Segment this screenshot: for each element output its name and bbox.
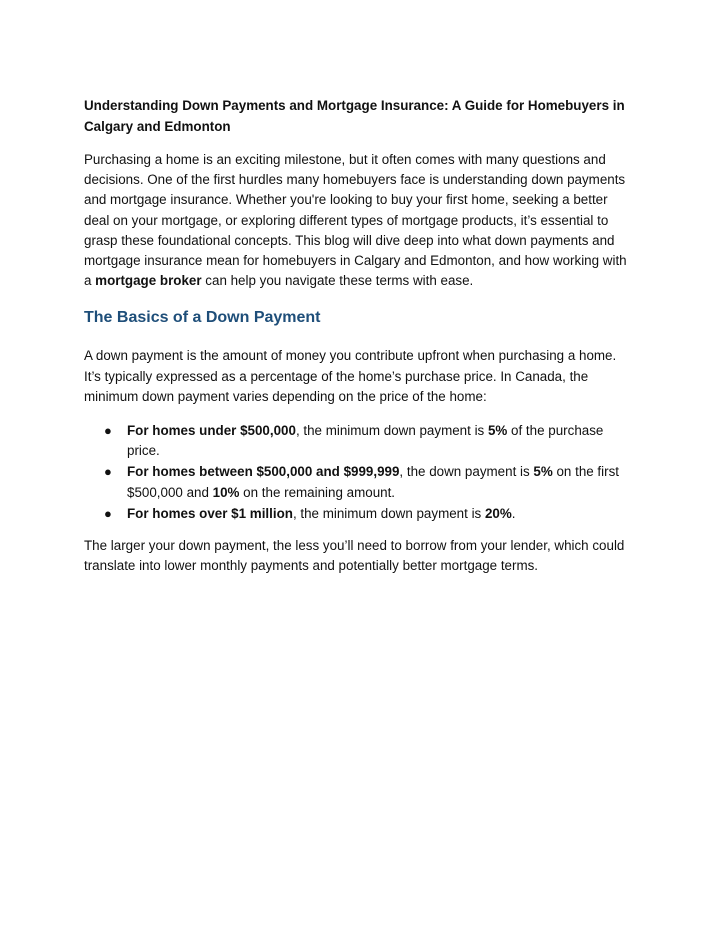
tier-text: , the minimum down payment is: [295, 423, 488, 439]
intro-text-end: can help you navigate these terms with ease.: [201, 273, 474, 289]
tier-label: For homes between $500,000 and $999,999: [127, 464, 400, 480]
tier-percentage: 5%: [533, 464, 553, 480]
tier-500k-to-999k: [84, 462, 636, 502]
tier-text: on the remaining amount.: [239, 484, 396, 500]
tier-label: For homes under $500,000: [127, 423, 296, 439]
bullet-icon: ●: [104, 464, 112, 480]
tier-text: on the first $500,000 and: [127, 464, 620, 500]
tier-percentage: 5%: [487, 423, 508, 439]
tier-text: , the down payment is: [399, 464, 534, 480]
tier-text: .: [511, 505, 516, 521]
tier-text: , the minimum down payment is: [292, 505, 485, 521]
tier-over-1m: [84, 504, 636, 524]
bullet-icon: ●: [104, 505, 112, 521]
document-body: [84, 96, 636, 576]
down-payment-definition: A down payment is the amount of money you contribute upfront when purchasing a home. It’s typically expressed as a percentage of the home’s purchase price. In Canada, the minimum down payment varies depending on the price of the home:: [84, 348, 617, 404]
tier-under-500k: [84, 421, 636, 461]
tier-label: For homes over $1 million: [127, 505, 293, 521]
section-heading: The Basics of a Down Payment: [84, 309, 321, 327]
tier-text: of the purchase price.: [127, 423, 604, 459]
tier-percentage: 10%: [212, 484, 240, 500]
bullet-icon: ●: [104, 423, 112, 439]
intro-text: Purchasing a home is an exciting milestone, but it often comes with many questions and decisions. One of the first hurdles many homebuyers face is understanding down payments and mortgage insurance. Whether you're looking to buy your first home, seeking a better deal on your mortgage, or exploring different types of mortgage products, it’s essential to grasp these foundational concepts. This blog will dive deep into what down payments and mortgage insurance mean for homebuyers in Calgary and Edmonton, and how working with a: [84, 152, 627, 289]
closing-paragraph: The larger your down payment, the less you’ll need to borrow from your lender, which could translate into lower monthly payments and potentially better mortgage terms.: [84, 538, 625, 574]
document-title: Understanding Down Payments and Mortgage Insurance: A Guide for Homebuyers in Calgary and Edmonton: [84, 98, 625, 134]
mortgage-broker-term: mortgage broker: [95, 273, 202, 289]
tier-percentage: 20%: [484, 505, 512, 521]
down-payment-tier-list: [84, 421, 636, 524]
intro-paragraph: [84, 150, 636, 291]
